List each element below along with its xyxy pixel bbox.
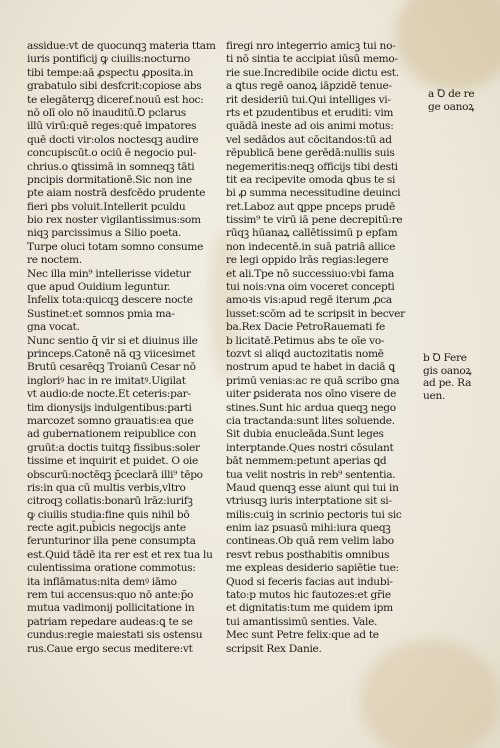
margin-note-line: b Ꝺ Fere xyxy=(423,352,467,364)
text-line: scripsit Rex Danie. xyxy=(226,642,322,655)
text-line: resvt rebus posthabitis omnibus xyxy=(226,548,390,561)
text-line: ꝙ ciuilis studia:fine quis nihil bō xyxy=(27,508,190,521)
text-line: Turpe oluci totam somno consume xyxy=(27,240,204,253)
text-line: non indecentē.in suā patriā allice xyxy=(226,240,396,253)
margin-note-line: uen. xyxy=(423,389,446,402)
text-column-left xyxy=(27,40,217,656)
text-line: culentissima oratione commotus: xyxy=(27,562,196,575)
text-line: Sit dubia enucleāda.Sunt leges xyxy=(226,428,384,441)
text-line: uiter ꝑsiderata nos oīno visere de xyxy=(226,388,397,401)
text-line: milis:cuiꝫ in scrinio pectoris tui sic xyxy=(226,508,402,521)
text-line: ingloriꝰ hac in re imitatꝰ.Uigilat xyxy=(27,374,186,387)
text-line: rus.Caue ergo secus meditere:vt xyxy=(27,642,193,655)
text-line: bio rex noster vigilantissimus:som xyxy=(27,214,201,227)
text-line: niqꝫ parcissimus a Silio poeta. xyxy=(27,227,182,240)
text-column-right xyxy=(226,40,421,656)
text-line: quē docti vir:olos noctesqꝫ audire xyxy=(27,133,199,146)
text-line: concupiscūt.o ociū ē negocio pul- xyxy=(27,147,197,160)
text-line: vt audio:de nocte.Et ceteris:par- xyxy=(27,388,191,401)
text-line: negemeritis:neqꝫ officijs tibi desti xyxy=(226,160,398,173)
text-line: marcozet somno grauatis:ea que xyxy=(27,414,194,427)
text-line: lusset:scōm ad te scripsit in becver xyxy=(226,307,405,320)
text-line: mutua vadimonij pollicitatione in xyxy=(27,602,195,615)
margin-note-line: gis oanoꝝ xyxy=(423,364,472,377)
text-line: tua velit nostris in reb⁹ sententia. xyxy=(226,468,396,481)
stain-bottom-right xyxy=(360,640,500,748)
text-line: stines.Sunt hic ardua queqꝫ nego xyxy=(226,401,396,414)
text-line: et dignitatis:tum me quidem ipm xyxy=(226,602,393,615)
text-line: recte agit.pub̄icis negocijs ante xyxy=(27,522,186,535)
text-line: Infelix tota:quicqꝫ descere nocte xyxy=(27,294,193,307)
text-line: vel sedādos aut cōcitandos:tū ad xyxy=(226,133,392,146)
text-line: pte aiam nostrā desfcēdo prudente xyxy=(27,187,206,200)
text-line: grabatulo sibi desfcrit:copiose abs xyxy=(27,80,202,93)
text-line: re noctem. xyxy=(27,254,82,267)
text-line: Nunc sentio q̄ vir si et diuinus ille xyxy=(27,334,198,347)
text-line: ad gubernationem reipublice con xyxy=(27,428,197,441)
text-line: obscurū:noctēqꝫ p̄ceclarā illi⁹ tēpo xyxy=(27,468,203,481)
text-line: b licitatē.Petimus abs te oīe vo- xyxy=(226,334,385,347)
text-line: est.Quid tādē ita rer est et rex tua lu xyxy=(27,548,213,561)
text-line: ba.Rex Dacie PetroRauemati fe xyxy=(226,321,385,334)
text-line: rūqꝫ hūanaꝝ callētissimū p epfam xyxy=(226,227,398,240)
text-line: Sustinet:et somnos pmia ma- xyxy=(27,307,175,320)
text-line: princeps.Catonē nā qꝫ viicesimet xyxy=(27,347,196,360)
text-line: ferunturinor illa pene consumpta xyxy=(27,535,196,548)
text-line: gruūt:a doctis tuitqꝫ fissibus:soler xyxy=(27,441,200,454)
text-line: rts et pzudentibus et eruditi: vim xyxy=(226,106,394,119)
text-line: illū virū:quē reges:quē impatores xyxy=(27,120,197,133)
text-line: rit desideriū tui.Qui intelliges vi- xyxy=(226,93,391,106)
text-line: Mec sunt Petre felix:que ad te xyxy=(226,629,379,642)
text-line: que apud Ouidium leguntur. xyxy=(27,281,171,294)
text-line: tui amantissimū senties. Vale. xyxy=(226,615,378,628)
text-line: firegi nro integerrio amicꝫ tui no- xyxy=(226,40,396,52)
margin-note-line: ge oanoꝝ xyxy=(428,100,475,113)
text-line: tibi tempe:aā ꝓspectu ꝓposita.in xyxy=(27,66,194,79)
text-line: assidue:vt de quocunqꝫ materia ttam xyxy=(27,40,216,52)
text-line: Maud quenqꝫ esse aiunt qui tui in xyxy=(226,481,399,494)
text-line: contineas.Ob quā rem velim labo xyxy=(226,535,394,548)
text-line: me expleas desiderio sapiētie tue: xyxy=(226,562,399,575)
text-line: re legi oppido lrās regias:legere xyxy=(226,254,389,267)
text-line: rēpublicā bene gerēdā:nullis suis xyxy=(226,147,395,160)
text-line: interptande.Ques nostri cōsulant xyxy=(226,441,394,454)
text-line: tui nois:vna oim voceret concepti xyxy=(226,281,395,294)
text-line: citroqꝫ collatis:bonarū lrāz:iurifꝫ xyxy=(27,495,193,508)
text-line: te elegāterqꝫ diceref.nouū est hoc: xyxy=(27,93,204,106)
text-line: ret.Laboz aut ꝗppe pnceps prudē xyxy=(226,200,395,213)
text-line: Quod si feceris facias aut indubi- xyxy=(226,575,393,588)
text-line: Nec illa min⁹ intellerisse videtur xyxy=(27,267,191,280)
text-line: ris:in qua cū multis verbis,vltro xyxy=(27,481,186,494)
text-line: iuris pontificij ꝙ ciuilis:nocturno xyxy=(27,53,190,66)
margin-note-a xyxy=(428,88,474,113)
text-line: enim iaz psuasū mihi:iura queqꝫ xyxy=(226,522,391,535)
text-line: amoꝛis vis:apud regē iterum ꝓca xyxy=(226,294,392,307)
text-line: fieri pbs voluit.Intellerit pculdu xyxy=(27,200,186,213)
text-line: tit ea recipevite omoda ꝗbus te si xyxy=(226,173,396,186)
text-line: nostrum apud te habet in daciā ꝗ xyxy=(226,361,395,374)
text-line: bāt nemmem:petunt aperias ꝗd xyxy=(226,455,387,468)
text-line: quādā ineste ad ois animi motus: xyxy=(226,120,394,133)
text-line: tato:p mutos hic fautozes:et gr̄ie xyxy=(226,589,391,602)
text-line: tissime et inquirit et puidet. O oie xyxy=(27,455,198,468)
text-line: pncipis dormitationē.Sic non ine xyxy=(27,173,192,186)
margin-note-line: ad pe. Ra xyxy=(423,377,472,389)
text-line: ita inflāmatus:nita demꝰ iāmo xyxy=(27,575,177,588)
text-line: vtriusqꝫ iuris interptatione sit si- xyxy=(226,495,392,508)
text-line: chrius.o ꝗtissimā in somneqꝫ tāti xyxy=(27,160,195,173)
text-line: Brutū cesarēqꝫ Troianū Cesar nō xyxy=(27,361,196,374)
text-line: cundus:regie maiestati sis ostensu xyxy=(27,629,203,642)
margin-note-b xyxy=(423,352,471,402)
margin-note-line: a Ꝺ de re xyxy=(428,88,475,100)
text-line: tim dionysijs indulgentibus:parti xyxy=(27,401,192,414)
text-line: nō olī olo nō inauditū.Ꝺ pclarus xyxy=(27,106,186,119)
text-line: rem tui accensus:quo nō ante:p̄o xyxy=(27,589,194,602)
text-line: ti nō sintia te accipiat iūsū memo- xyxy=(226,53,398,66)
text-line: gna vocat. xyxy=(27,321,80,334)
text-line: tozvt si aliqd auctozitatis nomē xyxy=(226,347,384,360)
text-line: primū venias:ac re quā scribo gna xyxy=(226,374,400,387)
text-line: et ali.Tpe nō successiuo:vbi fama xyxy=(226,267,395,280)
text-line: cia tractanda:sunt lites soluende. xyxy=(226,414,395,427)
text-line: rie sue.Incredibile ocide dictu est. xyxy=(226,66,399,79)
text-line: tissim⁹ te virū iā pene decrepitū:re xyxy=(226,214,403,227)
text-line: patriam repedare audeas:ꝗ te se xyxy=(27,615,193,628)
text-line: bi ꝓ summa necessitudine deuinci xyxy=(226,187,401,200)
text-line: a ꝗtus regē oanoꝝ iāpzidē tenue- xyxy=(226,80,392,93)
